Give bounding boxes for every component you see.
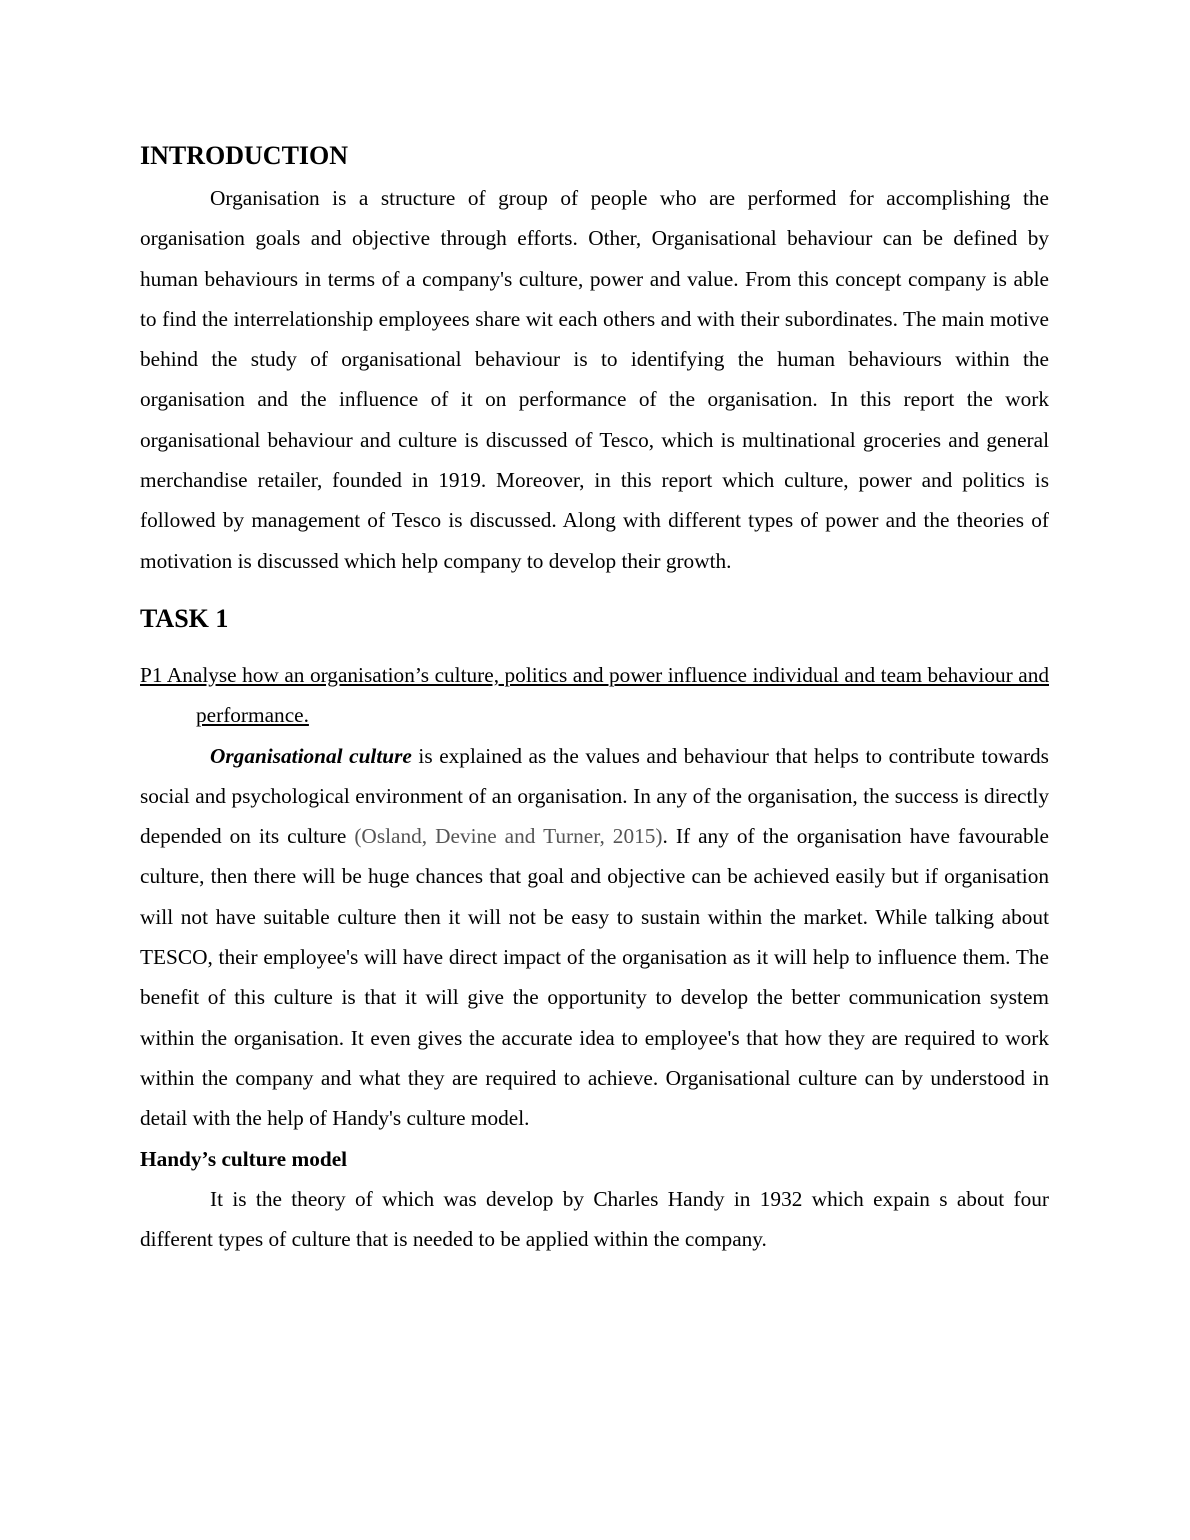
organisational-culture-paragraph [140, 736, 1049, 1139]
introduction-heading: INTRODUCTION [140, 141, 349, 170]
culture-text-before-citation: is explained as the values and behaviour that helps to contribute towards social and psychological environment of an organisation. In any of the organisation, the success is directly depended on its culture [140, 743, 1049, 849]
handy-culture-model-heading: Handy’s culture model [140, 1146, 348, 1171]
document-page [140, 138, 1049, 1259]
task1-heading: TASK 1 [140, 603, 229, 633]
citation-osland-2015: (Osland, Devine and Turner, 2015) [354, 824, 663, 849]
handy-culture-model-paragraph: It is the theory of which was develop by Charles Handy in 1932 which expain s about four different types of culture that is needed to be applied within the company. [140, 1186, 1049, 1252]
organisational-culture-term: Organisational culture [210, 743, 412, 768]
introduction-paragraph: Organisation is a structure of group of people who are performed for accomplishing the organisation goals and objective through efforts. Other, Organisational behaviour can be defined by human behaviours in terms of a company's culture, power and value. From this concept company is able to find the interrelationship employees share wit each others and with their subordinates. The main motive behind the study of organisational behaviour is to identifying the human behaviours within the organisation and the influence of it on performance of the organisation. In this report the work organisational behaviour and culture is discussed of Tesco, which is multinational groceries and general merchandise retailer, founded in 1919. Moreover, in this report which culture, power and politics is followed by management of Tesco is discussed. Along with different types of power and the theories of motivation is discussed which help company to develop their growth. [140, 186, 1049, 573]
p1-subheading: P1 Analyse how an organisation’s culture, politics and power influence individual and team behaviour and performance. [140, 662, 1049, 728]
culture-text-after-citation: . If any of the organisation have favourable culture, then there will be huge chances that goal and objective can be achieved easily but if organisation will not have suitable culture then it will not be easy to sustain within the market. While talking about TESCO, their employee's will have direct impact of the organisation as it will help to influence them. The benefit of this culture is that it will give the opportunity to develop the better communication system within the organisation. It even gives the accurate idea to employee's that how they are required to work within the company and what they are required to achieve. Organisational culture can by understood in detail with the help of Handy's culture model. [140, 824, 1049, 1131]
